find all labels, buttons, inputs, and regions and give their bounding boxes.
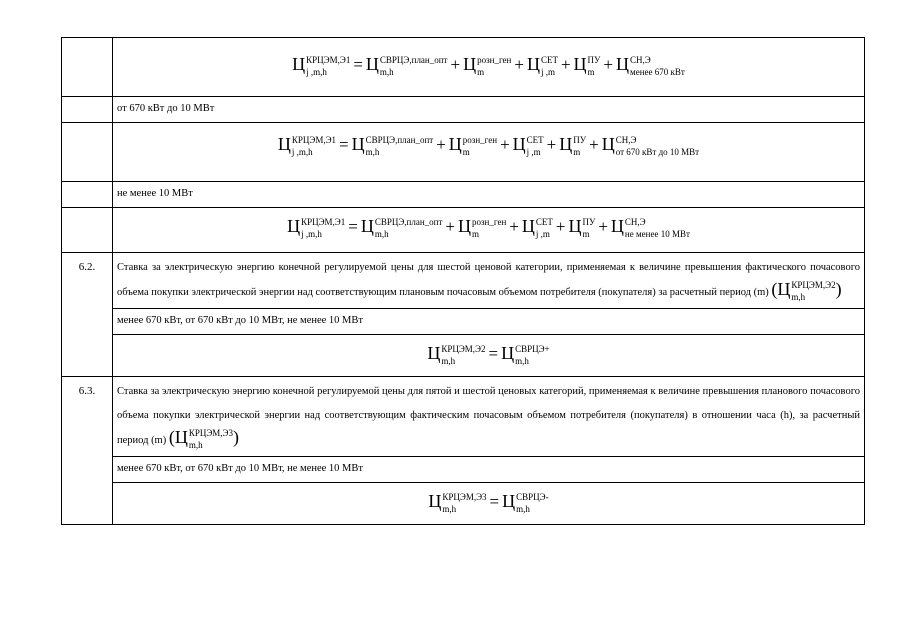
subscript: j ,m,h xyxy=(306,66,327,77)
table-row xyxy=(62,377,865,457)
price-symbol: Ц xyxy=(287,216,301,236)
superscript: СЕТ xyxy=(535,216,553,227)
plus-sign: + xyxy=(598,217,608,236)
row-number: 6.2. xyxy=(78,261,96,273)
plus-sign: + xyxy=(509,217,519,236)
script-stack xyxy=(472,218,506,239)
plus-sign: + xyxy=(555,217,566,236)
superscript: КРЦЭМ,Э1 xyxy=(306,54,351,65)
subscript: m,h xyxy=(442,503,457,514)
script-stack xyxy=(366,136,434,157)
subscript: m,h xyxy=(441,355,456,366)
formula xyxy=(113,483,864,524)
formula xyxy=(113,38,864,96)
superscript: СВРЦЭ,план_опт xyxy=(379,54,448,65)
price-symbol: Ц xyxy=(573,54,587,74)
table-row xyxy=(62,123,865,182)
script-stack xyxy=(515,345,550,366)
superscript: СН,Э xyxy=(630,54,651,65)
script-stack xyxy=(630,56,685,77)
description-cell xyxy=(113,253,865,309)
script-stack xyxy=(582,218,595,239)
subscript: m xyxy=(472,228,480,239)
subscript: менее 670 кВт xyxy=(630,66,685,77)
row-number-cell xyxy=(62,253,113,377)
superscript: СВРЦЭ+ xyxy=(515,343,550,354)
table-row xyxy=(62,208,865,253)
script-stack xyxy=(588,56,601,77)
superscript: ПУ xyxy=(582,216,596,227)
close-paren: ) xyxy=(835,279,842,299)
price-symbol: Ц xyxy=(568,216,582,236)
price-symbol: Ц xyxy=(448,134,462,154)
rate-description xyxy=(113,377,864,456)
row-number-cell xyxy=(62,38,113,97)
script-stack xyxy=(292,136,336,157)
superscript: КРЦЭМ,Э1 xyxy=(301,216,346,227)
script-stack xyxy=(375,218,443,239)
label-cell xyxy=(113,182,865,208)
description-cell xyxy=(113,377,865,457)
formula-cell xyxy=(113,335,865,377)
price-symbol: Ц xyxy=(610,216,624,236)
plus-sign: + xyxy=(436,135,446,154)
script-stack xyxy=(541,56,558,77)
equals-sign: = xyxy=(348,217,358,236)
plus-sign: + xyxy=(560,55,571,74)
formula-cell xyxy=(113,38,865,97)
range-label: менее 670 кВт, от 670 кВт до 10 МВт, не менее 10 МВт xyxy=(117,463,363,474)
table-row xyxy=(62,97,865,123)
equals-sign: = xyxy=(339,135,349,154)
price-symbol: Ц xyxy=(512,134,526,154)
subscript: m,h xyxy=(515,355,529,366)
superscript: СВРЦЭ,план_опт xyxy=(374,216,443,227)
script-stack xyxy=(625,218,690,239)
subscript: m xyxy=(477,66,485,77)
superscript: розн_ген xyxy=(477,54,512,65)
price-symbol: Ц xyxy=(616,54,630,74)
superscript: КРЦЭМ,Э3 xyxy=(188,427,234,438)
superscript: СН,Э xyxy=(624,216,646,227)
script-stack xyxy=(442,493,486,514)
subscript: от 670 кВт до 10 МВт xyxy=(615,146,700,157)
plus-sign: + xyxy=(445,217,455,236)
table-row xyxy=(62,182,865,208)
superscript: розн_ген xyxy=(462,134,498,145)
price-symbol: Ц xyxy=(277,134,291,154)
table-row xyxy=(62,38,865,97)
superscript: КРЦЭМ,Э1 xyxy=(291,134,337,145)
price-symbol: Ц xyxy=(559,134,573,154)
plus-sign: + xyxy=(450,55,461,74)
table-row xyxy=(62,253,865,309)
equals-sign: = xyxy=(488,344,499,363)
superscript: СН,Э xyxy=(615,134,637,145)
superscript: СВРЦЭ,план_опт xyxy=(365,134,434,145)
row-number-cell xyxy=(62,208,113,253)
superscript: КРЦЭМ,Э2 xyxy=(441,343,486,354)
subscript: j ,m xyxy=(535,228,550,239)
formula-cell xyxy=(113,208,865,253)
script-stack xyxy=(306,56,350,77)
price-symbol: Ц xyxy=(526,54,540,74)
script-stack xyxy=(301,218,345,239)
price-symbol: Ц xyxy=(463,54,477,74)
description-text: Ставка за электрическую энергию конечной регулируемой цены для пятой и шестой ценовых категорий, применяемая к величине превышения планового почасового объема покупки электрической энергии над соответствующим фактическим почасовым объемом потребителя (покупателя) в отношении часа (h), за расчетный период (m) xyxy=(117,386,860,446)
subscript: j ,m,h xyxy=(291,146,313,157)
script-stack xyxy=(463,136,497,157)
subscript: m,h xyxy=(188,439,203,450)
plus-sign: + xyxy=(546,135,557,154)
range-label: от 670 кВт до 10 МВт xyxy=(117,103,215,114)
price-symbol: Ц xyxy=(365,54,379,74)
plus-sign: + xyxy=(500,135,510,154)
superscript: ПУ xyxy=(573,134,587,145)
row-number-cell xyxy=(62,123,113,182)
price-symbol: Ц xyxy=(351,134,365,154)
script-stack xyxy=(573,136,586,157)
script-stack xyxy=(441,345,485,366)
script-stack xyxy=(380,56,448,77)
subscript: m xyxy=(462,146,470,157)
subscript: не менее 10 МВт xyxy=(624,228,690,239)
script-stack xyxy=(516,493,548,514)
price-symbol: Ц xyxy=(601,134,615,154)
superscript: СЕТ xyxy=(526,134,544,145)
plus-sign: + xyxy=(589,135,599,154)
subscript: m,h xyxy=(365,146,380,157)
range-label: менее 670 кВт, от 670 кВт до 10 МВт, не менее 10 МВт xyxy=(117,315,363,326)
price-symbol: Ц xyxy=(428,491,442,511)
price-symbol: Ц xyxy=(360,216,374,236)
subscript: j ,m,h xyxy=(301,228,322,239)
range-label: не менее 10 МВт xyxy=(117,188,193,199)
subscript: m xyxy=(587,66,595,77)
price-symbol: Ц xyxy=(458,216,471,236)
subscript: j ,m xyxy=(526,146,541,157)
script-stack xyxy=(527,136,544,157)
formula-cell xyxy=(113,483,865,525)
table-row xyxy=(62,483,865,525)
superscript: ПУ xyxy=(587,54,601,65)
open-paren: ( xyxy=(771,279,778,299)
script-stack xyxy=(189,429,233,450)
row-number-cell xyxy=(62,377,113,525)
table-row xyxy=(62,309,865,335)
plus-sign: + xyxy=(603,55,614,74)
subscript: m xyxy=(573,146,581,157)
formula xyxy=(113,335,864,376)
subscript: m,h xyxy=(791,291,806,302)
row-number-cell xyxy=(62,182,113,208)
row-number-cell xyxy=(62,97,113,123)
superscript: КРЦЭМ,Э3 xyxy=(442,491,487,502)
description-text: Ставка за электрическую энергию конечной регулируемой цены для шестой ценовой категории, применяемая к величине превышения фактического почасового объема покупки электрической энергии над соответствующим плановым почасовым объемом потребителя (покупателя) за расчетный период (m) xyxy=(117,262,860,298)
script-stack xyxy=(791,281,835,302)
subscript: m,h xyxy=(516,503,530,514)
script-stack xyxy=(536,218,553,239)
inline-formula xyxy=(771,279,842,302)
label-cell xyxy=(113,457,865,483)
script-stack xyxy=(616,136,699,157)
label-cell xyxy=(113,97,865,123)
plus-sign: + xyxy=(514,55,524,74)
formula xyxy=(113,123,864,181)
tariff-table xyxy=(61,37,865,525)
rate-description xyxy=(113,253,864,308)
superscript: КРЦЭМ,Э2 xyxy=(791,279,836,290)
price-symbol: Ц xyxy=(502,491,516,511)
row-number: 6.3. xyxy=(78,385,96,397)
subscript: j ,m xyxy=(540,66,555,77)
subscript: m,h xyxy=(379,66,394,77)
label-cell xyxy=(113,309,865,335)
price-symbol: Ц xyxy=(427,343,441,363)
table-row xyxy=(62,457,865,483)
price-symbol: Ц xyxy=(292,54,306,74)
price-symbol: Ц xyxy=(174,427,188,447)
superscript: СЕТ xyxy=(540,54,558,65)
open-paren: ( xyxy=(168,427,175,447)
close-paren: ) xyxy=(233,427,240,447)
superscript: розн_ген xyxy=(472,216,507,227)
equals-sign: = xyxy=(489,492,500,511)
script-stack xyxy=(477,56,511,77)
formula-cell xyxy=(113,123,865,182)
inline-formula xyxy=(168,427,240,450)
price-symbol: Ц xyxy=(501,343,515,363)
superscript: СВРЦЭ- xyxy=(516,491,549,502)
equals-sign: = xyxy=(353,55,363,74)
subscript: m,h xyxy=(374,228,389,239)
subscript: m xyxy=(582,228,590,239)
table-row xyxy=(62,335,865,377)
price-symbol: Ц xyxy=(521,216,535,236)
formula xyxy=(113,208,864,252)
price-symbol: Ц xyxy=(777,279,791,299)
